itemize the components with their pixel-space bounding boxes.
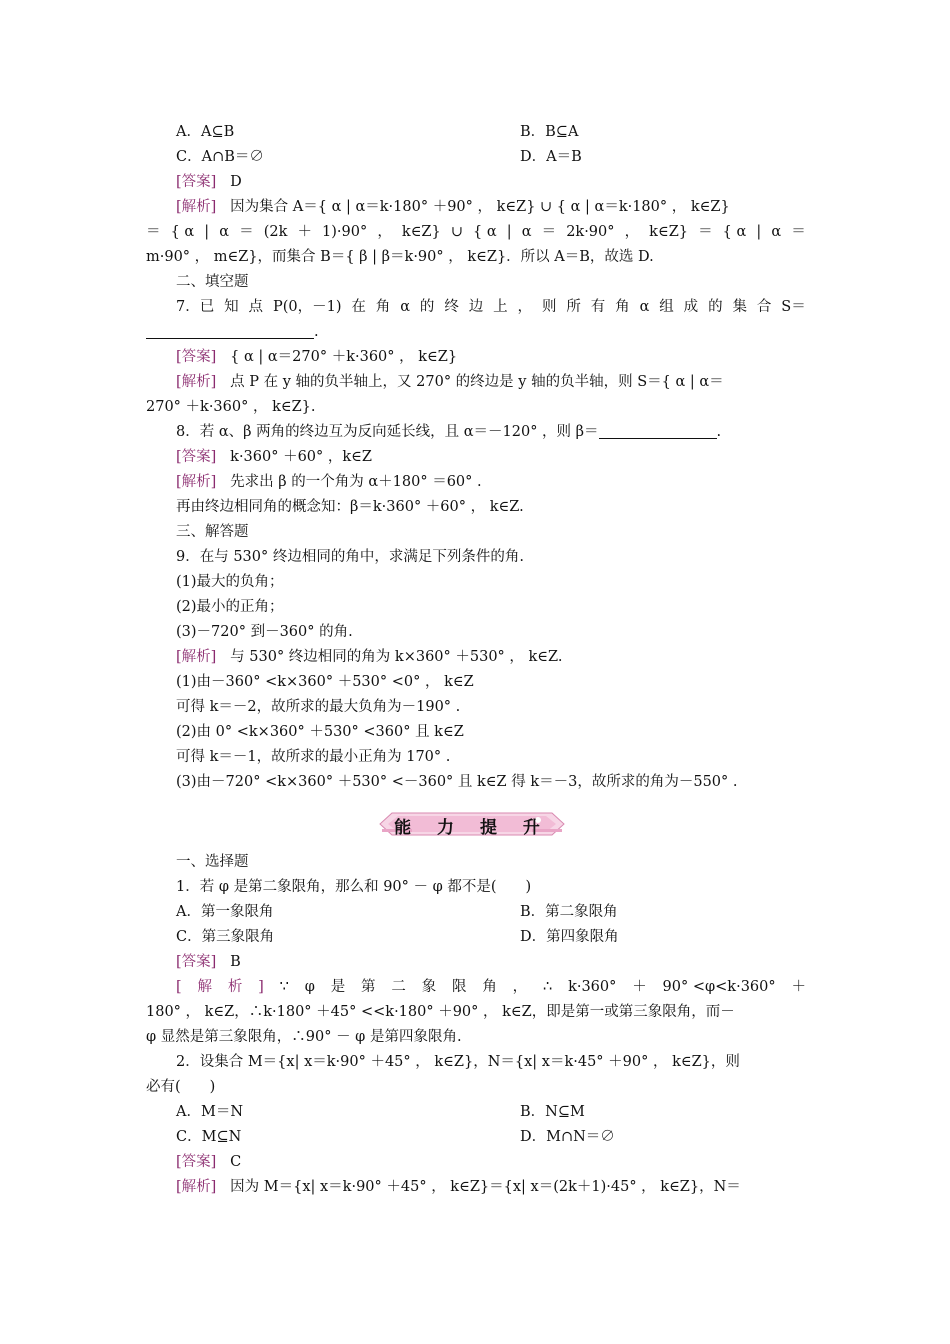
p1-option-row-1 — [176, 902, 618, 922]
p1-analysis-line-3: φ 显然是第三象限角，∴90° － φ 是第四象限角. — [146, 1029, 462, 1045]
q6-analysis-l2-token: | — [756, 224, 762, 240]
p2-analysis-text-1: 因为 M＝{x| x＝k·90° ＋45° ， k∈Z}＝{x| x＝(2k＋1)·45° ， k∈Z}，N＝ — [230, 1179, 741, 1195]
p1-analysis-l1-token: k·360° — [568, 979, 617, 995]
p1-stem: 1．若 φ 是第二象限角，那么和 90° － φ 都不是( ) — [176, 879, 532, 895]
q7-analysis-text-1: 点 P 在 y 轴的负半轴上，又 270° 的终边是 y 轴的负半轴，则 S＝{ α | α＝ — [230, 374, 724, 390]
q8-answer-value: k·360° ＋60° ，k∈Z — [230, 449, 372, 465]
q6-option-row-1 — [176, 122, 579, 142]
q7-answer-value: { α | α＝270° ＋k·360° ， k∈Z} — [230, 349, 458, 365]
q6-analysis-l2-token: 1)·90° — [322, 224, 368, 240]
q7-l1-token: S＝ — [781, 299, 806, 315]
q7-l1-token: 组 — [659, 299, 674, 315]
q6-analysis-l2-token: ＝ — [541, 224, 557, 240]
q7-l1-token: 有 — [590, 299, 606, 315]
analysis-tag: [解析] — [176, 474, 217, 490]
answer-tag: [答案] — [176, 1154, 217, 1170]
p1-analysis-l1-token: 析 — [227, 979, 243, 995]
p1-option-b: B．第二象限角 — [520, 904, 618, 920]
q7-l1-token: P(0，－1) — [272, 299, 342, 315]
p1-analysis-l1-token: ∵ — [279, 979, 289, 995]
q7-answer-blank — [146, 324, 314, 339]
q6-analysis-l2-token: ， — [377, 224, 392, 240]
q6-analysis-l2-token: α — [521, 224, 532, 240]
answer-tag: [答案] — [176, 174, 217, 190]
q6-analysis-l2-token: ∪ — [450, 224, 463, 240]
q6-analysis-l2-token: α — [219, 224, 230, 240]
q7-l1-token: 7．已 — [176, 299, 215, 315]
p2-option-c: C．M⊆N — [176, 1129, 242, 1145]
p1-option-c: C．第三象限角 — [176, 929, 275, 945]
q6-option-a: A．A⊆B — [176, 124, 235, 140]
section-answer-heading: 三、解答题 — [176, 524, 249, 540]
q6-option-c: C．A∩B＝∅ — [176, 149, 264, 165]
q9-analysis-line-0 — [176, 647, 562, 667]
p1-analysis-l1-token: [ — [176, 979, 182, 995]
q6-analysis-l2-token: ＋ — [297, 224, 312, 240]
q9-analysis-line-1: (1)由－360° <k×360° ＋530° <0° ， k∈Z — [176, 674, 474, 690]
q8-analysis-line-1 — [176, 472, 482, 492]
p1-analysis-l1-token: 象 — [421, 979, 437, 995]
p1-analysis-l1-token: 限 — [452, 979, 467, 995]
q6-analysis-l2-token: { α — [722, 224, 747, 240]
q6-analysis-line-3: m·90° ， m∈Z}，而集合 B＝{ β | β＝k·90° ， k∈Z}．所以 A＝B，故选 D. — [146, 249, 654, 265]
analysis-tag: [解析] — [176, 649, 217, 665]
p1-option-d: D．第四象限角 — [520, 929, 619, 945]
q7-l1-token: α — [639, 299, 650, 315]
q6-analysis-l2-token: { α — [170, 224, 195, 240]
q9-analysis-line-3: (2)由 0° <k×360° ＋530° <360° 且 k∈Z — [176, 724, 464, 740]
q7-analysis-line-2: 270° ＋k·360° ， k∈Z}. — [146, 399, 316, 415]
ability-banner — [378, 809, 566, 839]
p2-answer — [176, 1152, 241, 1172]
p1-answer — [176, 952, 241, 972]
q9-analysis-line-2: 可得 k＝－2，故所求的最大负角为－190° . — [176, 699, 461, 715]
q7-l1-token: 在 — [351, 299, 366, 315]
q6-analysis-l2-token: | — [204, 224, 210, 240]
q8-stem-text: 8．若 α、β 两角的终边互为反向延长线，且 α＝－120° ，则 β＝ — [176, 424, 599, 440]
q6-analysis-l2-token: ＝ — [239, 224, 254, 240]
q8-analysis-line-2: 再由终边相同角的概念知：β＝k·360° ＋60° ， k∈Z. — [176, 499, 524, 515]
q7-l1-token: 角 — [375, 299, 391, 315]
p1-analysis-line-2: 180° ， k∈Z，∴k·180° ＋45° <<k·180° ＋90° ， k∈Z，即是第一或第三象限角，而－ — [146, 1004, 735, 1020]
q6-analysis-l2-token: | — [506, 224, 512, 240]
p1-analysis-l1-token: ] — [258, 979, 264, 995]
q6-analysis-l2-token: ＝ — [791, 224, 806, 240]
q7-l1-token: 的 — [708, 299, 723, 315]
q6-analysis-line-1 — [176, 197, 730, 217]
section-choice-heading: 一、选择题 — [176, 854, 249, 870]
banner-label: 能 力 提 升 — [394, 818, 550, 838]
q7-period: . — [314, 324, 319, 340]
p1-analysis-l1-token: 解 — [197, 979, 212, 995]
q7-l1-token: 角 — [615, 299, 630, 315]
q6-analysis-l2-token: 2k·90° — [566, 224, 615, 240]
p2-answer-value: C — [230, 1154, 242, 1170]
q6-analysis-l2-token: (2k — [263, 224, 288, 240]
answer-tag: [答案] — [176, 349, 217, 365]
p1-answer-value: B — [230, 954, 241, 970]
q7-l1-token: 点 — [248, 299, 264, 315]
q7-l1-token: 终 — [444, 299, 459, 315]
q7-answer — [176, 347, 457, 367]
q7-l1-token: α — [400, 299, 410, 315]
q9-part-3: (3)－720° 到－360° 的角. — [176, 624, 353, 640]
p2-option-row-1 — [176, 1102, 585, 1122]
p1-analysis-l1-token: 角 — [482, 979, 497, 995]
q7-stem-line-1 — [176, 297, 806, 317]
q6-analysis-l2-token: ＝ — [698, 224, 713, 240]
q6-analysis-l2-token: k∈Z} — [401, 224, 441, 240]
q9-stem: 9．在与 530° 终边相同的角中，求满足下列条件的角. — [176, 549, 524, 565]
q6-analysis-l2-token: k∈Z} — [649, 224, 688, 240]
q6-analysis-line-2 — [146, 222, 806, 242]
answer-tag: [答案] — [176, 449, 217, 465]
p2-option-row-2 — [176, 1127, 615, 1147]
q7-l1-token: 成 — [683, 299, 699, 315]
analysis-tag: [解析] — [176, 374, 217, 390]
q9-analysis-text-0: 与 530° 终边相同的角为 k×360° ＋530° ， k∈Z. — [230, 649, 563, 665]
p1-analysis-l1-token: φ — [304, 979, 315, 995]
p2-stem-line-2: 必有( ) — [146, 1079, 216, 1095]
q7-analysis-line-1 — [176, 372, 724, 392]
q6-option-d: D．A＝B — [520, 149, 582, 165]
q7-l1-token: 的 — [419, 299, 435, 315]
p1-analysis-l1-token: ， — [512, 979, 528, 995]
q7-l1-token: 知 — [224, 299, 239, 315]
p1-analysis-l1-token: ＋ — [791, 979, 806, 995]
q8-stem — [176, 422, 721, 442]
q7-l1-token: 合 — [756, 299, 772, 315]
q7-l1-token: 集 — [732, 299, 747, 315]
p2-option-b: B．N⊆M — [520, 1104, 585, 1120]
p1-option-a: A．第一象限角 — [176, 904, 274, 920]
q6-option-b: B．B⊆A — [520, 124, 579, 140]
q7-l1-token: ， — [517, 299, 533, 315]
q8-period: . — [716, 424, 722, 440]
p1-option-row-2 — [176, 927, 619, 947]
q7-l1-token: 所 — [566, 299, 581, 315]
q6-answer — [176, 172, 242, 192]
p1-analysis-l1-token: 二 — [391, 979, 406, 995]
q7-l1-token: 边 — [468, 299, 484, 315]
q7-l1-token: 上 — [493, 299, 508, 315]
q9-analysis-line-4: 可得 k＝－1，故所求的最小正角为 170° . — [176, 749, 451, 765]
q8-answer-blank — [599, 424, 717, 439]
q8-answer — [176, 447, 372, 467]
p2-option-a: A．M＝N — [176, 1104, 244, 1120]
analysis-tag: [解析] — [176, 199, 217, 215]
answer-tag: [答案] — [176, 954, 217, 970]
p1-analysis-l1-token: 第 — [361, 979, 376, 995]
p2-stem-line-1: 2．设集合 M＝{x| x＝k·90° ＋45° ， k∈Z}，N＝{x| x＝k·45° ＋90° ， k∈Z}，则 — [176, 1054, 740, 1070]
q6-analysis-l2-token: α — [771, 224, 782, 240]
p2-option-d: D．M∩N＝∅ — [520, 1129, 615, 1145]
p1-analysis-line-1 — [176, 977, 806, 997]
q7-stem-line-2 — [146, 322, 319, 342]
q6-analysis-l2-token: ＝ — [146, 224, 161, 240]
p1-analysis-l1-token: 是 — [330, 979, 346, 995]
p1-analysis-l1-token: ＋ — [632, 979, 647, 995]
analysis-tag: [解析] — [176, 1179, 217, 1195]
p1-analysis-l1-token: 90° <φ<k·360° — [662, 979, 776, 995]
p2-analysis-line-1 — [176, 1177, 741, 1197]
q6-analysis-text-1: 因为集合 A＝{ α | α＝k·180° ＋90° ， k∈Z} ∪ { α | α＝k·180° ， k∈Z} — [230, 199, 730, 215]
p1-analysis-l1-token: ∴ — [543, 979, 553, 995]
q9-analysis-line-5: (3)由－720° <k×360° ＋530° <－360° 且 k∈Z 得 k＝－3，故所求的角为－550° . — [176, 774, 738, 790]
q6-option-row-2 — [176, 147, 582, 167]
q9-part-2: (2)最小的正角； — [176, 599, 284, 615]
section-fill-heading: 二、填空题 — [176, 274, 249, 290]
q6-answer-value: D — [230, 174, 242, 190]
q6-analysis-l2-token: { α — [473, 224, 497, 240]
q9-part-1: (1)最大的负角； — [176, 574, 284, 590]
q7-l1-token: 则 — [541, 299, 557, 315]
q6-analysis-l2-token: ， — [624, 224, 640, 240]
q8-analysis-text-1: 先求出 β 的一个角为 α＋180° ＝60° . — [230, 474, 482, 490]
